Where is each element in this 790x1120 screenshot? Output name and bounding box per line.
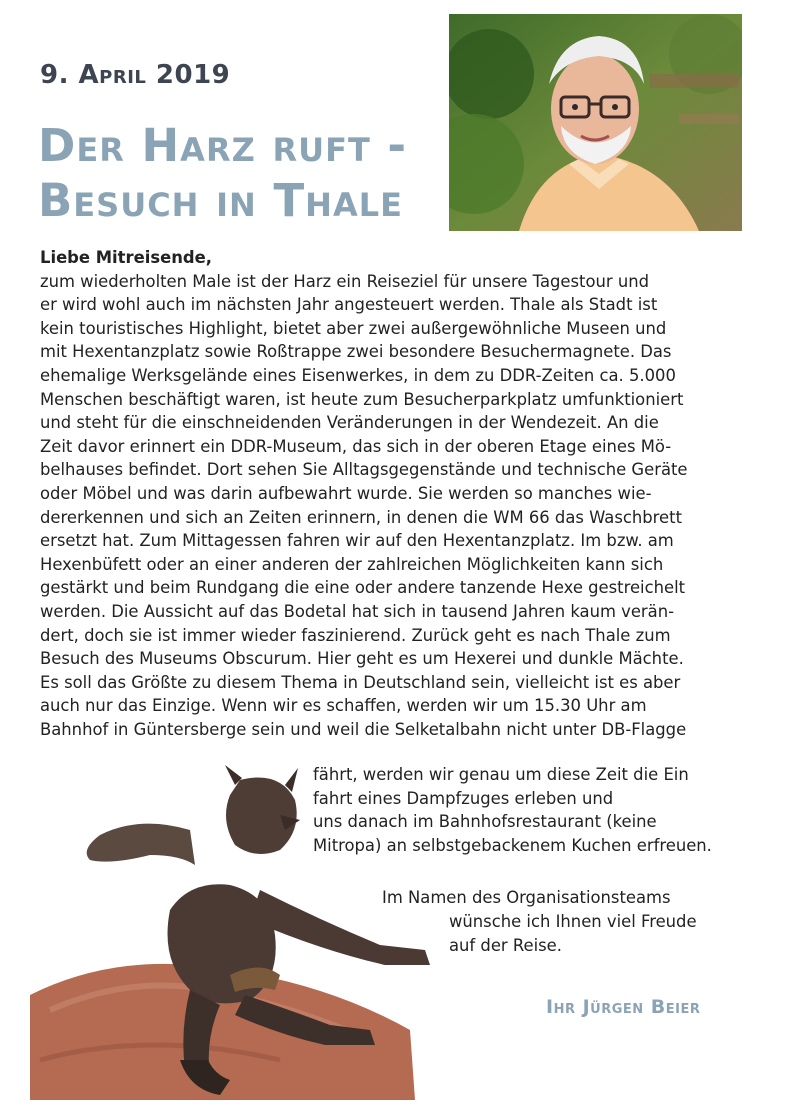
- letter-paragraph: [40, 270, 745, 742]
- text-line: Es soll das Größte zu diesem Thema in Deutschland sein, vielleicht ist es aber: [40, 672, 681, 692]
- text-line: zum wiederholten Male ist der Harz ein Reiseziel für unsere Tagestour und: [40, 271, 650, 291]
- title-line-2: Besuch in Thale: [38, 174, 403, 227]
- text-line: und steht für die einschneidenden Veränderungen in der Wendezeit. An die: [40, 413, 659, 433]
- text-line: kein touristisches Highlight, bietet aber zwei außergewöhnliche Museen und: [40, 318, 667, 338]
- text-line: er wird wohl auch im nächsten Jahr angesteuert werden. Thale als Stadt ist: [40, 295, 658, 315]
- devil-statue-image: [30, 760, 450, 1100]
- author-portrait-image: [449, 14, 742, 231]
- letter-greeting: Liebe Mitreisende,: [40, 248, 212, 267]
- page-title: [38, 118, 458, 228]
- letter-body: [40, 246, 745, 741]
- title-line-1: Der Harz ruft -: [38, 119, 408, 172]
- text-line: fährt, werden wir genau um diese Zeit die Ein: [313, 765, 689, 784]
- text-line: dert, doch sie ist immer wieder faszinierend. Zurück geht es nach Thale zum: [40, 625, 671, 645]
- text-line: uns danach im Bahnhofsrestaurant (keine: [313, 812, 657, 832]
- signature: Ihr Jürgen Beier: [546, 996, 701, 1018]
- text-line: gestärkt und beim Rundgang die eine oder andere tanzende Hexe gestreichelt: [40, 578, 686, 598]
- closing-line: Im Namen des Organisationsteams: [382, 888, 671, 907]
- text-line: dererkennen und sich an Zeiten erinnern, in denen die WM 66 das Waschbrett: [40, 507, 682, 527]
- text-line: mit Hexentanzplatz sowie Roßtrappe zwei besondere Besuchermagnete. Das: [40, 342, 672, 362]
- text-line: Hexenbüfett oder an einer anderen der zahlreichen Möglichkeiten kann sich: [40, 554, 664, 574]
- closing-line: auf der Reise.: [449, 936, 562, 955]
- closing-line: wünsche ich Ihnen viel Freude: [449, 912, 697, 931]
- text-line: auch nur das Einzige. Wenn wir es schaffen, werden wir um 15.30 Uhr am: [40, 696, 647, 716]
- text-line: belhauses befindet. Dort sehen Sie Alltagsgegenstände und technische Geräte: [40, 460, 688, 480]
- text-line: ersetzt hat. Zum Mittagessen fahren wir auf den Hexentanzplatz. Im bzw. am: [40, 531, 674, 551]
- text-line: Zeit davor erinnert ein DDR-Museum, das sich in der oberen Etage eines Mö-: [40, 436, 672, 456]
- text-line: fahrt eines Dampfzuges erleben und: [313, 788, 614, 808]
- text-line: ehemalige Werksgelände eines Eisenwerkes, in dem zu DDR-Zeiten ca. 5.000: [40, 365, 676, 385]
- text-line: Menschen beschäftigt waren, ist heute zum Besucherparkplatz umfunktioniert: [40, 389, 684, 409]
- text-line: werden. Die Aussicht auf das Bodetal hat sich in tausend Jahren kaum verän-: [40, 601, 675, 621]
- author-photo: [449, 14, 742, 231]
- text-line: Besuch des Museums Obscurum. Hier geht es um Hexerei und dunkle Mächte.: [40, 649, 684, 669]
- text-line: Bahnhof in Güntersberge sein und weil die Selketalbahn nicht unter DB-Flagge: [40, 719, 687, 739]
- text-line: Mitropa) an selbstgebackenem Kuchen erfreuen.: [313, 835, 712, 855]
- text-line: oder Möbel und was darin aufbewahrt wurde. Sie werden so manches wie-: [40, 483, 652, 503]
- page-date: 9. April 2019: [40, 60, 231, 90]
